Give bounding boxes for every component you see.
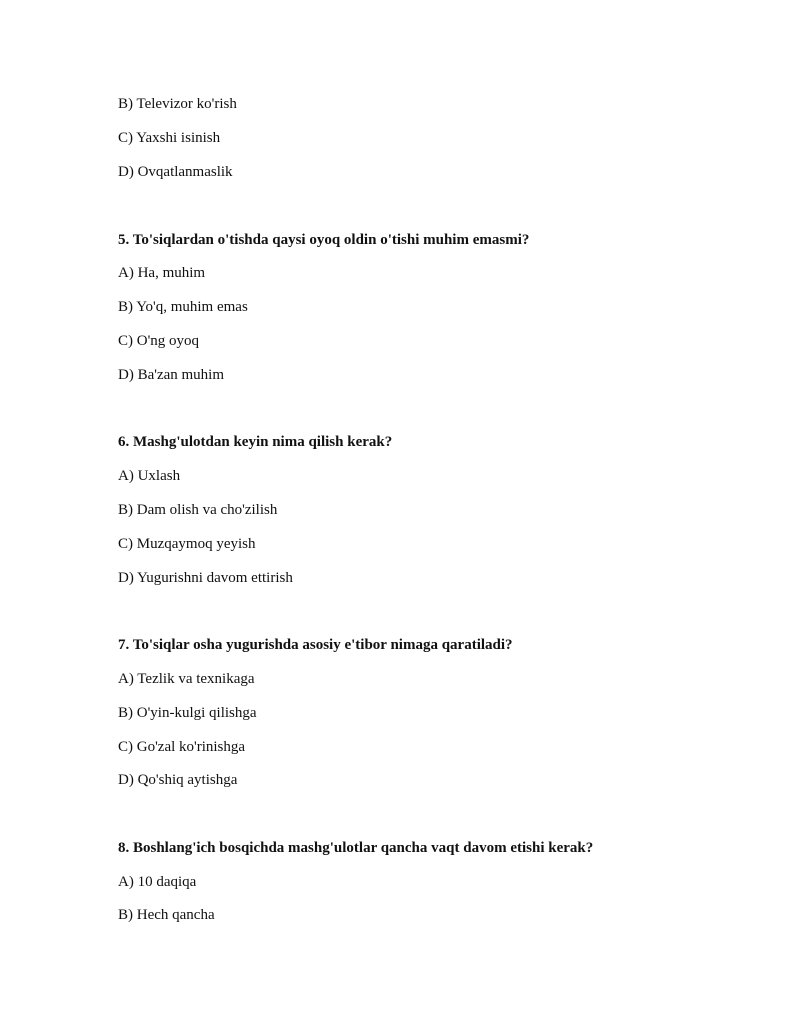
answer-option: C) Go'zal ko'rinishga bbox=[118, 739, 246, 755]
question-heading: 8. Boshlang'ich bosqichda mashg'ulotlar qancha vaqt davom etishi kerak? bbox=[118, 840, 594, 856]
answer-option: D) Yugurishni davom ettirish bbox=[118, 570, 293, 586]
answer-option: A) 10 daqiqa bbox=[118, 874, 197, 890]
answer-option: D) Qo'shiq aytishga bbox=[118, 772, 238, 788]
answer-option: B) Televizor ko'rish bbox=[118, 96, 237, 112]
answer-option: B) O'yin-kulgi qilishga bbox=[118, 705, 257, 721]
answer-option: B) Dam olish va cho'zilish bbox=[118, 502, 278, 518]
answer-option: B) Yo'q, muhim emas bbox=[118, 299, 248, 315]
question-heading: 7. To'siqlar osha yugurishda asosiy e'tibor nimaga qaratiladi? bbox=[118, 637, 513, 653]
answer-option: D) Ovqatlanmaslik bbox=[118, 164, 233, 180]
question-heading: 6. Mashg'ulotdan keyin nima qilish kerak? bbox=[118, 434, 393, 450]
question-heading: 5. To'siqlardan o'tishda qaysi oyoq oldin o'tishi muhim emasmi? bbox=[118, 232, 530, 248]
answer-option: A) Tezlik va texnikaga bbox=[118, 671, 255, 687]
answer-option: B) Hech qancha bbox=[118, 907, 215, 923]
answer-option: A) Uxlash bbox=[118, 468, 181, 484]
answer-option: C) O'ng oyoq bbox=[118, 333, 200, 349]
answer-option: C) Yaxshi isinish bbox=[118, 130, 221, 146]
answer-option: A) Ha, muhim bbox=[118, 265, 206, 281]
answer-option: D) Ba'zan muhim bbox=[118, 367, 225, 383]
answer-option: C) Muzqaymoq yeyish bbox=[118, 536, 256, 552]
